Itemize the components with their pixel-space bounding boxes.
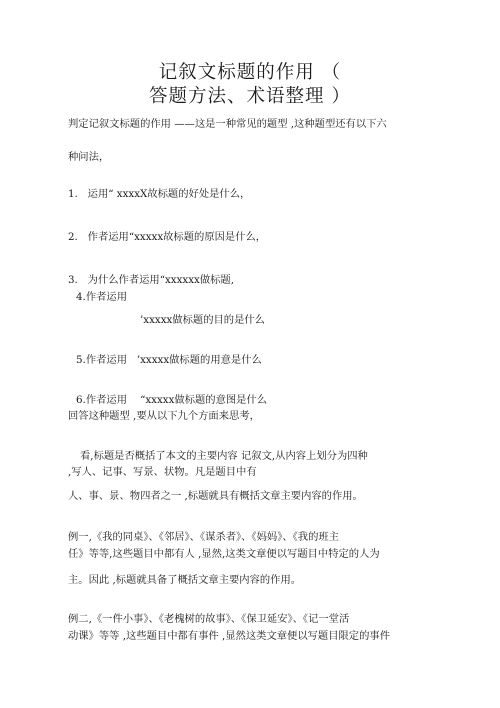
intro-paragraph-line: 判定记叙文标题的作用 ——这是一种常见的题型 ,这种题型还有以下六 (68, 118, 387, 130)
document-title-line-1: 记叙文标题的作用 （ (158, 62, 342, 83)
question-item-4-continued: ’xxxxx做标题的目的是什么 (140, 314, 265, 326)
question-item-3: 3. 为什么作者运用“xxxxxx做标题, (68, 274, 234, 286)
example-2-line: 例二,《一件小事》、《老槐树的故事》、《保卫延安》、《记一堂活 (68, 613, 350, 625)
intro-paragraph-line: 种问法， (68, 151, 110, 163)
example-1-line: 任》等等,这些题目中都有人 ,显然,这类文章便以写题目中特定的人为 (68, 548, 380, 560)
body-paragraph-line: ,写人、记事、写景、状物。凡是题目中有 (68, 466, 257, 478)
answer-intro-line: 回答这种题型 ,要从以下九个方面来思考， (68, 410, 260, 422)
question-item-1: 1. 运用“ xxxxX故标题的好处是什么， (68, 188, 251, 200)
example-2-line: 动课》等等 ,这些题目中都有事件 ,显然这类文章便以写题目限定的事件 (68, 630, 390, 642)
document-title-line-2: 答题方法、术语整理 ） (149, 86, 351, 107)
body-paragraph-line: 人、事、景、物四者之一 ,标题就具有概括文章主要内容的作用。 (68, 490, 363, 502)
question-item-5: 5.作者运用 ’xxxxx做标题的用意是什么 (76, 354, 262, 366)
question-item-2: 2. 作者运用“xxxxx故标题的原因是什么， (68, 231, 267, 243)
example-1-line: 例一,《我的同桌》、《邻居》、《谋杀者》、《妈妈》、《我的班主 (68, 531, 339, 543)
body-paragraph-line: 看,标题是否概括了本文的主要内容 记叙文,从内容上划分为四种 (80, 450, 368, 462)
example-1-line: 主。因此 ,标题就具备了概括文章主要内容的作用。 (68, 574, 302, 586)
question-item-6: 6.作者运用 “xxxxx做标题的意图是什么 (76, 394, 268, 406)
question-item-4: 4.作者运用 (76, 291, 128, 303)
